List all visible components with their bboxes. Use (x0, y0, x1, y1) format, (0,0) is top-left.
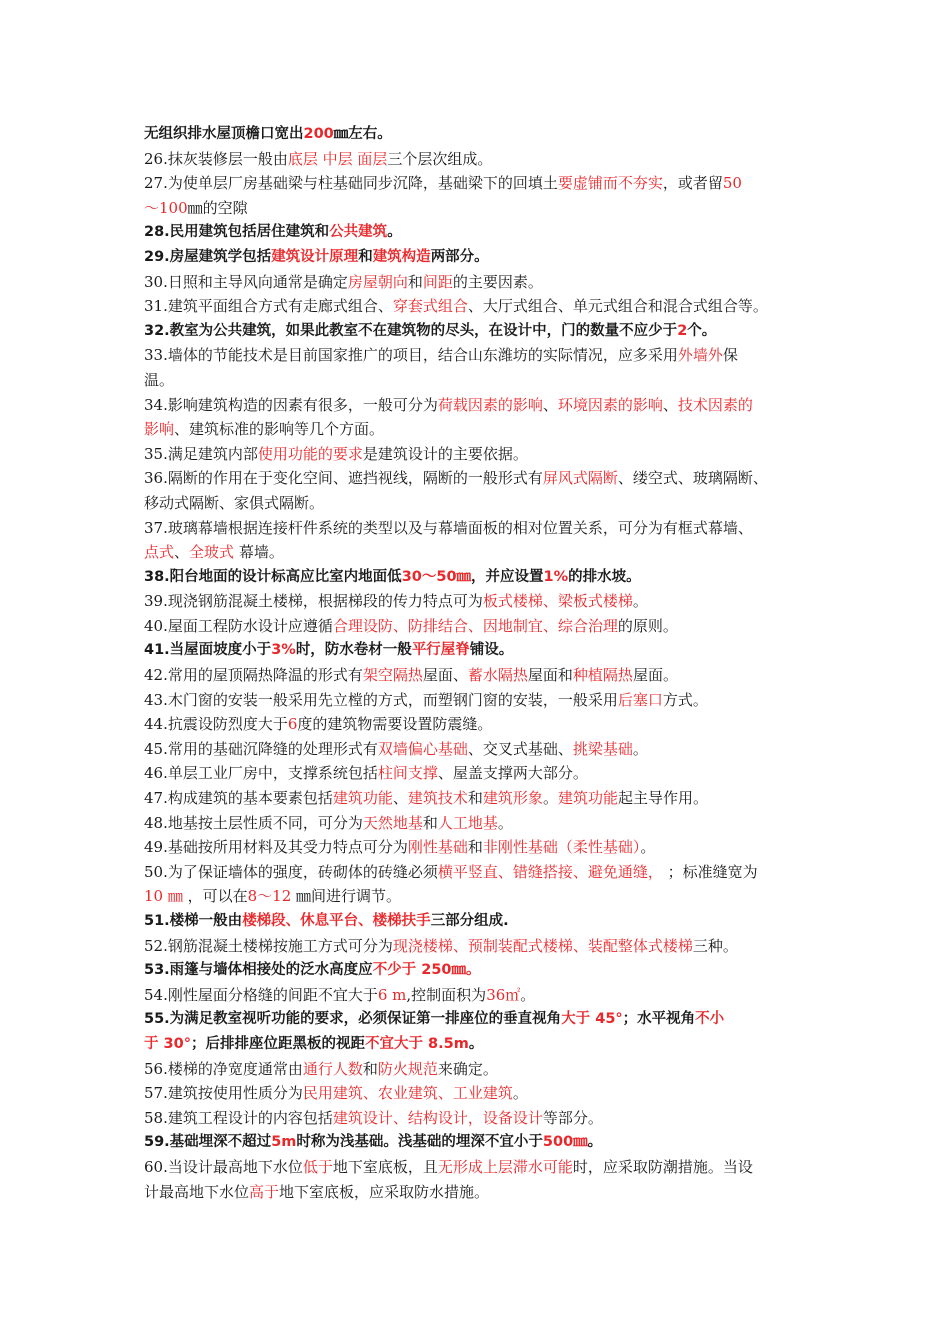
text-line (144, 589, 824, 614)
answer-text: 现浇楼梯、预制装配式楼梯、装配整体式楼梯 (392, 936, 693, 955)
answer-text: 50 (722, 174, 742, 193)
question-text: 屋面和 (527, 666, 573, 685)
question-text: 54.刚性屋面分格缝的间距不宜大于 (144, 985, 378, 1004)
text-line (144, 1057, 824, 1082)
answer-text: 建筑技术 (407, 789, 468, 808)
text-line (144, 122, 824, 147)
text-line (144, 614, 824, 639)
answer-text: 低于 (302, 1157, 333, 1176)
question-text: 48.地基按土层性质不同，可分为 (144, 813, 363, 832)
text-line (144, 442, 824, 467)
text-line (144, 884, 824, 909)
text-line (144, 1007, 824, 1032)
answer-text: 于 30° (144, 1035, 191, 1052)
text-line (144, 343, 824, 368)
question-text: 、建筑标准的影响等几个方面。 (174, 420, 385, 439)
question-text: 、屋盖支撑两大部分。 (437, 764, 588, 783)
question-text: ㎜间进行调节。 (291, 887, 402, 906)
answer-text: 建筑构造 (372, 248, 431, 265)
question-text: ，并应设置 (471, 568, 544, 585)
question-text: 58.建筑工程设计的内容包括 (144, 1108, 333, 1127)
question-text: 计最高地下水位 (144, 1182, 250, 1201)
answer-text: 6 (287, 715, 298, 734)
answer-text: 楼梯段、休息平台、楼梯扶手 (242, 913, 431, 929)
question-text: 时，应采取防潮措施。当设 (572, 1157, 753, 1176)
text-line (144, 737, 824, 762)
question-text: 两部分。 (430, 248, 489, 265)
question-text: 32.教室为公共建筑，如果此教室不在建筑物的尽头，在设计中，门的数量不应少于 (144, 322, 678, 339)
question-text: 地下室底板，且 (332, 1157, 438, 1176)
answer-text: 天然地基 (362, 813, 423, 832)
text-line (144, 934, 824, 959)
answer-text: 双墙偏心基础 (377, 739, 468, 758)
question-text: 40.屋面工程防水设计应遵循 (144, 616, 333, 635)
question-text: 三部分组成. (430, 913, 509, 929)
question-text: 51.楼梯一般由 (144, 913, 243, 929)
question-text: ㎜左右。 (333, 126, 392, 142)
question-text: 、 (174, 543, 190, 562)
answer-text: 建筑功能 (332, 789, 393, 808)
text-line (144, 565, 824, 590)
question-text: 屋面、 (422, 666, 468, 685)
question-text: 45.常用的基础沉降缝的处理形式有 (144, 739, 378, 758)
question-text: 56.楼梯的净宽度通常由 (144, 1059, 303, 1078)
question-text: 42.常用的屋顶隔热降温的形式有 (144, 666, 363, 685)
question-text: 的主要因素。 (452, 272, 543, 291)
text-line (144, 761, 824, 786)
question-text: 温。 (144, 370, 175, 389)
text-line (144, 466, 824, 491)
question-text: 铺设。 (469, 642, 514, 659)
question-text: 55.为满足教室视听功能的要求，必须保证第一排座位的垂直视角 (144, 1011, 562, 1028)
question-text: 49.基础按所用材料及其受力特点可分为 (144, 838, 408, 857)
question-text: 。 (512, 1084, 528, 1103)
question-text: ；标准缝宽为 (662, 862, 758, 881)
answer-text: 5m (271, 1134, 297, 1151)
answer-text: 外墙外 (677, 346, 723, 365)
question-text: 等部分。 (542, 1108, 603, 1127)
text-line (144, 245, 824, 270)
answer-text: 后塞口 (617, 690, 663, 709)
text-line (144, 270, 824, 295)
question-text: 。 (587, 1134, 603, 1151)
question-text: ，可以在 (182, 887, 248, 906)
answer-text: 挑梁基础 (572, 739, 633, 758)
question-text: 31.建筑平面组合方式有走廊式组合、 (144, 297, 393, 316)
question-text: 37.玻璃幕墙根据连接杆件系统的类型以及与幕墙面板的相对位置关系，可分为有框式幕墙、 (144, 518, 753, 537)
question-text: 33.墙体的节能技术是目前国家推广的项目，结合山东潍坊的实际情况，应多采用 (144, 346, 678, 365)
text-line (144, 811, 824, 836)
text-line (144, 368, 824, 393)
question-text: 、大厅式组合、单元式组合和混合式组合等。 (467, 297, 768, 316)
answer-text: 防火规范 (377, 1059, 438, 1078)
answer-text: 通行人数 (302, 1059, 363, 1078)
question-text: 移动式隔断、家俱式隔断。 (144, 493, 325, 512)
text-line (144, 196, 824, 221)
answer-text: 板式楼梯、梁板式楼梯 (482, 592, 633, 611)
text-line (144, 1106, 824, 1131)
question-text: 、 (662, 395, 678, 414)
answer-text: 不小 (695, 1011, 725, 1028)
question-text: ，或者留 (662, 174, 723, 193)
question-text: 34.影响建筑构造的因素有很多，一般可分为 (144, 395, 438, 414)
answer-text: 底层 中层 面层 (287, 149, 388, 168)
text-line (144, 1180, 824, 1205)
answer-text: 3% (271, 642, 296, 659)
answer-text: 蓄水隔热 (467, 666, 528, 685)
text-line (144, 1130, 824, 1155)
text-line (144, 540, 824, 565)
answer-text: 影响 (144, 420, 175, 439)
answer-text: 200 (303, 126, 334, 142)
question-text: 30.日照和主导风向通常是确定 (144, 272, 348, 291)
question-text: 57.建筑按使用性质分为 (144, 1084, 303, 1103)
question-text: 、缕空式、玻璃隔断、 (617, 469, 768, 488)
question-text: 52.钢筋混凝土楼梯按施工方式可分为 (144, 936, 393, 955)
question-text: 。 (542, 789, 558, 808)
question-text: ㎜的空隙 (187, 198, 248, 217)
question-text: 36.隔断的作用在于变化空间、遮挡视线，隔断的一般形式有 (144, 469, 543, 488)
answer-text: 种植隔热 (572, 666, 633, 685)
answer-text: 建筑设计、结构设计，设备设计 (332, 1108, 543, 1127)
question-text: 方式。 (662, 690, 708, 709)
question-text: ；水平视角 (622, 1011, 696, 1028)
question-text: 39.现浇钢筋混凝土楼梯，根据梯段的传力特点可为 (144, 592, 483, 611)
question-text: 度的建筑物需要设置防震缝。 (297, 715, 493, 734)
document-body (144, 122, 824, 1204)
question-text: 。 (497, 813, 513, 832)
text-line (144, 147, 824, 172)
question-text: 幕墙。 (234, 543, 284, 562)
answer-text: 民用建筑、农业建筑、工业建筑 (302, 1084, 513, 1103)
answer-text: 全玻式 (189, 543, 235, 562)
question-text: 46.单层工业厂房中，支撑系统包括 (144, 764, 378, 783)
text-line (144, 835, 824, 860)
text-line (144, 1155, 824, 1180)
answer-text: 荷载因素的影响 (437, 395, 543, 414)
question-text: 47.构成建筑的基本要素包括 (144, 789, 333, 808)
answer-text: 要虚铺而不夯实 (557, 174, 663, 193)
answer-text: 10 ㎜ (144, 887, 183, 906)
question-text: 29.房屋建筑学包括 (144, 248, 272, 265)
question-text: 、 (542, 395, 558, 414)
question-text: 27.为使单层厂房基础梁与柱基础同步沉降，基础梁下的回填土 (144, 174, 558, 193)
answer-text: 人工地基 (437, 813, 498, 832)
question-text: 保 (722, 346, 738, 365)
answer-text: 36㎡ (486, 985, 521, 1004)
question-text: 和 (467, 789, 483, 808)
text-line (144, 712, 824, 737)
question-text: 50.为了保证墙体的强度，砖砌体的砖缝必须 (144, 862, 438, 881)
answer-text: 无形成上层滞水可能 (437, 1157, 573, 1176)
text-line (144, 638, 824, 663)
question-text: 和 (407, 272, 423, 291)
question-text: 、 (392, 789, 408, 808)
answer-text: 大于 45° (561, 1011, 623, 1028)
text-line (144, 1032, 824, 1057)
question-text: 。 (468, 1035, 484, 1052)
answer-text: 2 (677, 322, 688, 339)
question-text: 。 (387, 224, 402, 241)
answer-text: 8～12 (247, 887, 292, 906)
text-line (144, 1081, 824, 1106)
text-line (144, 958, 824, 983)
answer-text: 柱间支撑 (377, 764, 438, 783)
text-line (144, 516, 824, 541)
text-line (144, 319, 824, 344)
text-line (144, 417, 824, 442)
answer-text: 建筑设计原理 (271, 248, 359, 265)
question-text: 41.当屋面坡度小于 (144, 642, 272, 659)
question-text: 59.基础埋深不超过 (144, 1134, 272, 1151)
question-text: 。 (520, 985, 536, 1004)
question-text: 38.阳台地面的设计标高应比室内地面低 (144, 568, 402, 585)
question-text: 44.抗震设防烈度大于 (144, 715, 288, 734)
question-text: 三个层次组成。 (387, 149, 493, 168)
text-line (144, 171, 824, 196)
text-line (144, 688, 824, 713)
answer-text: 公共建筑 (329, 224, 388, 241)
answer-text: ～100 (144, 198, 188, 217)
question-text: 。 (640, 838, 656, 857)
question-text: 60.当设计最高地下水位 (144, 1157, 303, 1176)
answer-text: 6 m (377, 985, 407, 1004)
answer-text: 平行屋脊 (411, 642, 470, 659)
question-text: 35.满足建筑内部 (144, 444, 258, 463)
question-text: 起主导作用。 (617, 789, 708, 808)
question-text: 时，防水卷材一般 (295, 642, 412, 659)
text-line (144, 491, 824, 516)
answer-text: 1% (543, 568, 569, 585)
question-text: ；后排排座位距黑板的视距 (190, 1035, 365, 1052)
answer-text: 高于 (249, 1182, 280, 1201)
question-text: 和 (422, 813, 438, 832)
question-text: 的原则。 (617, 616, 678, 635)
question-text: ,控制面积为 (406, 985, 487, 1004)
answer-text: 建筑形象 (482, 789, 543, 808)
question-text: 26.抹灰装修层一般由 (144, 149, 288, 168)
answer-text: 30～50㎜ (401, 568, 472, 585)
question-text: 的排水坡。 (568, 568, 641, 585)
question-text: 时称为浅基础。浅基础的埋深不宜小于 (296, 1134, 543, 1151)
answer-text: 刚性基础 (407, 838, 468, 857)
question-text: 无组织排水屋顶檐口宽出 (144, 126, 304, 142)
text-line (144, 294, 824, 319)
answer-text: 不宜大于 8.5m (364, 1035, 469, 1052)
text-line (144, 663, 824, 688)
text-line (144, 909, 824, 934)
answer-text: 屏风式隔断 (542, 469, 618, 488)
answer-text: 技术因素的 (677, 395, 753, 414)
question-text: 是建筑设计的主要依据。 (362, 444, 528, 463)
question-text: 地下室底板，应采取防水措施。 (279, 1182, 490, 1201)
question-text: 和 (467, 838, 483, 857)
answer-text: 合理设防、防排结合、因地制宜、综合治理 (332, 616, 618, 635)
text-line (144, 220, 824, 245)
answer-text: 建筑功能 (557, 789, 618, 808)
answer-text: 房屋朝向 (347, 272, 408, 291)
text-line (144, 860, 824, 885)
answer-text: 非刚性基础（柔性基础） (482, 838, 641, 857)
question-text: 个。 (687, 322, 717, 339)
question-text: 屋面。 (632, 666, 678, 685)
question-text: 28.民用建筑包括居住建筑和 (144, 224, 330, 241)
answer-text: 500㎜ (542, 1134, 588, 1151)
answer-text: 使用功能的要求 (257, 444, 363, 463)
text-line (144, 393, 824, 418)
text-line (144, 983, 824, 1008)
answer-text: 环境因素的影响 (557, 395, 663, 414)
question-text: 、交叉式基础、 (467, 739, 573, 758)
question-text: 来确定。 (437, 1059, 498, 1078)
answer-text: 不少于 250㎜。 (372, 962, 481, 979)
answer-text: 架空隔热 (362, 666, 423, 685)
question-text: 。 (632, 592, 648, 611)
answer-text: 横平竖直、错缝搭接、避免通缝， (437, 862, 663, 881)
question-text: 和 (362, 1059, 378, 1078)
answer-text: 点式 (144, 543, 175, 562)
question-text: 。 (632, 739, 648, 758)
answer-text: 穿套式组合 (392, 297, 468, 316)
answer-text: 间距 (422, 272, 453, 291)
question-text: 53.雨篷与墙体相接处的泛水高度应 (144, 962, 373, 979)
question-text: 和 (358, 248, 373, 265)
text-line (144, 786, 824, 811)
question-text: 43.木门窗的安装一般采用先立樘的方式，而塑钢门窗的安装，一般采用 (144, 690, 618, 709)
question-text: 三种。 (692, 936, 738, 955)
